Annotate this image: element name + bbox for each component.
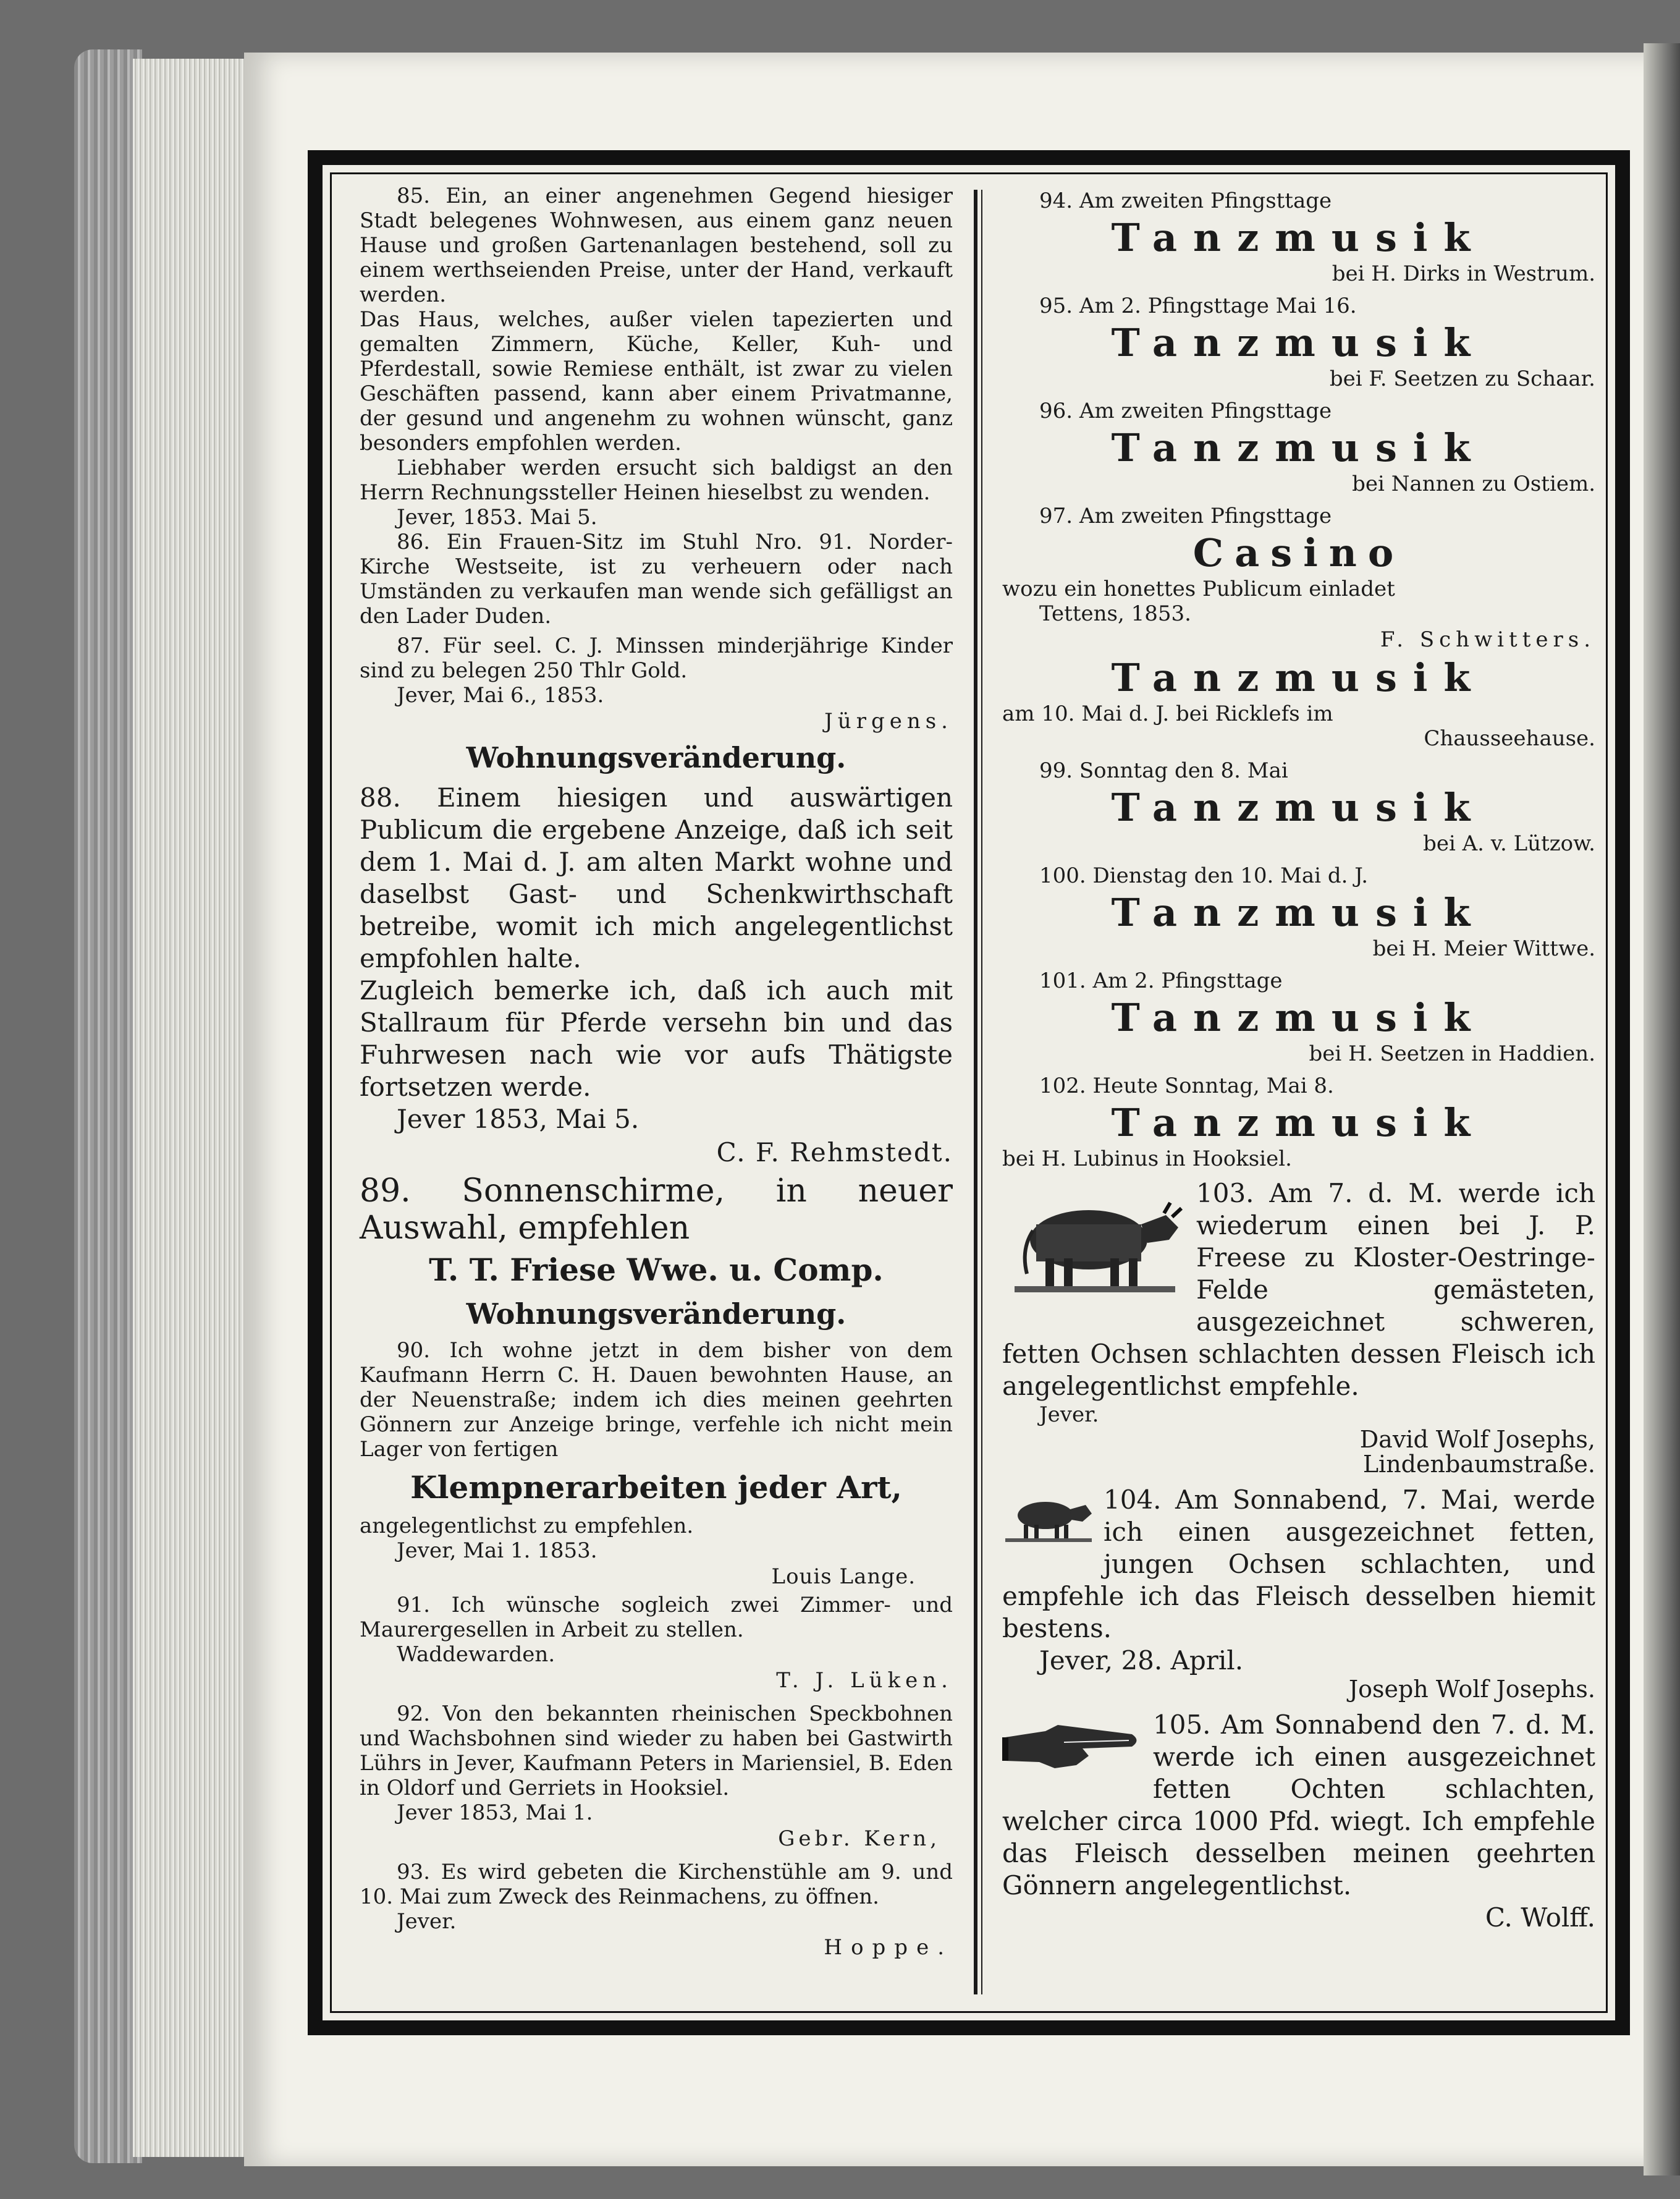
ad-90-text-2: angelegentlichst zu empfehlen. (360, 1514, 694, 1538)
pointing-hand-icon (1002, 1713, 1144, 1786)
ad-86 (360, 530, 953, 629)
newspaper-frame (308, 150, 1630, 2035)
small-ox-icon (1002, 1488, 1095, 1549)
ad-96-head: 96. Am zweiten Pfingsttage (1039, 399, 1332, 423)
ad-90 (360, 1296, 953, 1589)
ad-95-title: Tanzmusik (1111, 320, 1487, 365)
ad-98-host: Chausseehause. (1424, 726, 1595, 751)
ad-88 (360, 740, 953, 1169)
ad-90-signature: Louis Lange. (771, 1564, 916, 1589)
ad-101-title: Tanzmusik (1111, 995, 1487, 1040)
ad-103-signature: David Wolf Josephs, (1359, 1426, 1595, 1453)
ad-88-place: Jever 1853, Mai 5. (397, 1104, 639, 1134)
left-column (360, 184, 953, 1964)
ad-103-place: Jever. (1039, 1402, 1099, 1427)
ad-89-signature: T. T. Friese Wwe. u. Comp. (429, 1252, 884, 1288)
ad-104-place: Jever, 28. April. (1039, 1645, 1244, 1676)
ad-93-signature: Hoppe. (824, 1935, 953, 1960)
ad-98-text: am 10. Mai d. J. bei Ricklefs im (1002, 701, 1333, 726)
ad-102 (1002, 1074, 1595, 1171)
ad-96-title: Tanzmusik (1111, 425, 1487, 470)
ad-93-place: Jever. (397, 1909, 457, 1934)
ad-101 (1002, 968, 1595, 1066)
ad-99-title: Tanzmusik (1111, 785, 1487, 830)
ad-98 (1002, 656, 1595, 751)
ad-89-text: 89. Sonnenschirme, in neuer Auswahl, empfehlen (360, 1172, 953, 1247)
ad-100 (1002, 863, 1595, 961)
ad-85 (360, 184, 953, 530)
ad-88-heading: Wohnungsveränderung. (466, 741, 846, 774)
column-divider (974, 190, 977, 1994)
ad-85-place: Jever, 1853. Mai 5. (397, 505, 597, 530)
ad-94-title: Tanzmusik (1111, 215, 1487, 260)
ad-92-place: Jever 1853, Mai 1. (397, 1800, 593, 1825)
ad-87-signature: Jürgens. (824, 709, 953, 734)
ad-102-host: bei H. Lubinus in Hooksiel. (1002, 1146, 1292, 1171)
ad-105 (1002, 1709, 1595, 1934)
ad-93-text: 93. Es wird gebeten die Kirchenstühle am 9. und 10. Mai zum Zweck des Reinmachens, zu öffnen. (360, 1860, 953, 1909)
ad-95-host: bei F. Seetzen zu Schaar. (1329, 366, 1595, 391)
ad-101-head: 101. Am 2. Pfingsttage (1039, 968, 1283, 993)
ad-87-text: 87. Für seel. C. J. Minssen minderjährige Kinder sind zu belegen 250 Thlr Gold. (360, 633, 953, 683)
ad-88-text-2: Zugleich bemerke ich, daß ich auch mit Stallraum für Pferde versehn bin und das Fuhrwesen nach wie vor aufs Thätigste fortsetzen werde. (360, 975, 953, 1102)
ad-99-head: 99. Sonntag den 8. Mai (1039, 758, 1288, 783)
ad-89 (360, 1172, 953, 1290)
ad-88-text: 88. Einem hiesigen und auswärtigen Publicum die ergebene Anzeige, daß ich seit dem 1. Mai d. J. am alten Markt wohne und daselbst Gast- und Schenkwirthschaft betreibe, womit ich mich angelegentlichst empfohlen halte. (360, 782, 953, 973)
ad-94 (1002, 189, 1595, 286)
ad-100-title: Tanzmusik (1111, 890, 1487, 935)
ad-100-host: bei H. Meier Wittwe. (1372, 936, 1595, 961)
ad-104 (1002, 1484, 1595, 1701)
book-binding (74, 49, 142, 2163)
ad-96-host: bei Nannen zu Ostiem. (1352, 472, 1595, 496)
ad-102-head: 102. Heute Sonntag, Mai 8. (1039, 1074, 1334, 1098)
column-divider-thin (981, 190, 982, 1994)
ad-104-signature: Joseph Wolf Josephs. (1348, 1676, 1595, 1703)
ad-97 (1002, 504, 1595, 652)
ad-105-signature: C. Wolff. (1485, 1902, 1595, 1933)
ad-96 (1002, 399, 1595, 496)
ad-92-text: 92. Von den bekannten rheinischen Speckbohnen und Wachsbohnen sind wieder zu haben bei Gastwirth Lührs in Jever, Kaufmann Peters in Mariensiel, B. Eden in Oldorf und Gerriets in Hooksiel. (360, 1701, 953, 1800)
ad-90-place: Jever, Mai 1. 1853. (397, 1538, 597, 1563)
ad-92-signature: Gebr. Kern, (778, 1826, 940, 1851)
ox-icon (1002, 1181, 1188, 1304)
page-edges (133, 59, 256, 2157)
ad-91-text: 91. Ich wünsche sogleich zwei Zimmer- und Maurergesellen in Arbeit zu stellen. (360, 1593, 953, 1642)
page-right-edge (1644, 43, 1680, 2176)
ad-87-place: Jever, Mai 6., 1853. (397, 683, 604, 708)
ad-88-signature: C. F. Rehmstedt. (716, 1137, 953, 1167)
ad-95 (1002, 294, 1595, 391)
ad-86-text: 86. Ein Frauen-Sitz im Stuhl Nro. 91. Norder-Kirche Westseite, ist zu verheuern oder nach Umständen zu verkaufen man wende sich gefälligst an den Lader Duden. (360, 530, 953, 629)
ad-97-place: Tettens, 1853. (1039, 601, 1191, 626)
ad-85-contact: Liebhaber werden ersucht sich baldigst an den Herrn Rechnungssteller Heinen hieselbst zu wenden. (360, 455, 953, 505)
ad-93 (360, 1860, 953, 1960)
ad-97-title: Casino (1192, 530, 1405, 575)
ad-90-subheading: Klempnerarbeiten jeder Art, (410, 1469, 902, 1506)
ad-97-signature: F. Schwitters. (1380, 627, 1595, 652)
ad-85-description: Das Haus, welches, außer vielen tapezierten und gemalten Zimmern, Küche, Keller, Kuh- und Pferdestall, sowie Remiese enthält, ist zwar zu vielen Geschäften passend, kann aber einem Privatmanne, der gesund und angenehm zu wohnen wünscht, ganz besonders empfohlen werden. (360, 307, 953, 455)
ad-103-text: 103. Am 7. d. M. werde ich wiederum einen bei J. P. Freese zu Kloster-Oestringe-Felde gemästeten, ausgezeichnet schweren, fetten Ochsen schlachten dessen Fleisch ich angelegentlichst empfehle. (1002, 1178, 1595, 1401)
ad-99 (1002, 758, 1595, 856)
ad-94-host: bei H. Dirks in Westrum. (1332, 261, 1595, 286)
ad-103-address: Lindenbaumstraße. (1362, 1451, 1595, 1478)
ad-103 (1002, 1177, 1595, 1477)
ad-104-text: 104. Am Sonnabend, 7. Mai, werde ich einen ausgezeichnet fetten, jungen Ochsen schlachten, und empfehle ich das Fleisch desselben hiemit bestens. (1002, 1485, 1595, 1643)
ad-101-host: bei H. Seetzen in Haddien. (1309, 1041, 1595, 1066)
ad-92 (360, 1701, 953, 1851)
ad-90-text: 90. Ich wohne jetzt in dem bisher von dem Kaufmann Herrn C. H. Dauen bewohnten Hause, an der Neuenstraße; indem ich dies meinen geehrten Gönnern zur Anzeige bringe, verfehle ich nicht mein Lager von fertigen (360, 1338, 953, 1462)
ad-87 (360, 633, 953, 734)
ad-105-text: 105. Am Sonnabend den 7. d. M. werde ich einen ausgezeichnet fetten Ochten schlachten, welcher circa 1000 Pfd. wiegt. Ich empfehle das Fleisch desselben meinen geehrten Gönnern angelegentlichst. (1002, 1710, 1595, 1900)
ad-100-head: 100. Dienstag den 10. Mai d. J. (1039, 863, 1369, 888)
ad-97-head: 97. Am zweiten Pfingsttage (1039, 504, 1332, 528)
ad-91-signature: T. J. Lüken. (776, 1668, 953, 1693)
ad-97-text: wozu ein honettes Publicum einladet (1002, 577, 1395, 601)
ad-91-place: Waddewarden. (397, 1642, 555, 1667)
ad-102-title: Tanzmusik (1111, 1100, 1487, 1145)
right-column (1002, 184, 1595, 1941)
ad-90-heading: Wohnungsveränderung. (466, 1297, 846, 1331)
ad-99-host: bei A. v. Lützow. (1423, 831, 1595, 856)
ad-91 (360, 1593, 953, 1693)
ad-98-title: Tanzmusik (1111, 655, 1487, 700)
ad-85-text: 85. Ein, an einer angenehmen Gegend hiesiger Stadt belegenes Wohnwesen, aus einem ganz neuen Hause und großen Gartenanlagen bestehend, soll zu einem werthseienden Preise, unter der Hand, verkauft werden. (360, 184, 953, 307)
ad-94-head: 94. Am zweiten Pfingsttage (1039, 189, 1332, 213)
ad-95-head: 95. Am 2. Pfingsttage Mai 16. (1039, 294, 1357, 318)
